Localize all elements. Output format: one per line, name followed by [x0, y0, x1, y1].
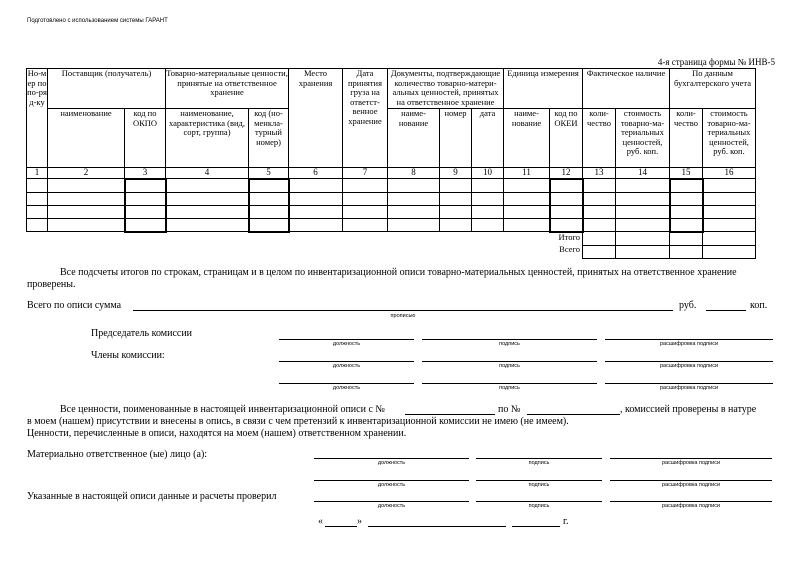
caption-decode: расшифровка подписи — [661, 503, 721, 509]
caption-position: должность — [332, 385, 361, 391]
caption-signature: подпись — [528, 482, 550, 488]
caption-decode: расшифровка подписи — [659, 363, 719, 369]
col-number: 8 — [388, 168, 440, 179]
rub-label: руб. — [679, 300, 697, 311]
caption-signature: подпись — [528, 460, 550, 466]
col-header-goods: Товарно-материальные ценности, принятые на ответственное хранение — [166, 69, 289, 109]
page-label: 4-я страница формы № ИНВ-5 — [657, 57, 775, 67]
inventory-table — [26, 68, 756, 259]
responsible-signature-line[interactable] — [476, 458, 602, 459]
table-row — [27, 179, 756, 193]
col-number: 5 — [249, 168, 289, 179]
to-number-label: по № — [498, 404, 521, 415]
itogo-label: Итого — [558, 231, 580, 242]
table-row — [27, 218, 756, 232]
member1-decode-line[interactable] — [605, 361, 773, 362]
responsible-label: Материально ответственное (ые) лицо (а): — [27, 449, 208, 460]
checker-decode-line[interactable] — [610, 501, 772, 502]
col-header-unit: Единица измерения — [504, 69, 583, 109]
date-open-quote: « — [318, 516, 323, 527]
subheader-cost-book: стоимость товарно-ма-териальных ценностей, руб. коп. — [703, 109, 756, 168]
col-header-place: Место хранения — [289, 69, 343, 168]
kop-label: коп. — [750, 300, 768, 311]
sum-caption: прописью — [390, 313, 416, 319]
table-row — [27, 192, 756, 205]
chairman-decode-line[interactable] — [605, 339, 773, 340]
member2-signature-line[interactable] — [422, 383, 597, 384]
values-checked-text-end: , комиссией проверены в натуре — [620, 404, 757, 415]
col-number: 14 — [616, 168, 670, 179]
col-header-book: По данным бухгалтерского учета — [670, 69, 756, 109]
column-number-row — [27, 168, 756, 179]
date-year-line[interactable] — [512, 526, 560, 527]
checker-position-line[interactable] — [314, 501, 469, 502]
col-number: 1 — [27, 168, 48, 179]
caption-position: должность — [377, 482, 406, 488]
col-number: 11 — [504, 168, 550, 179]
col-header-supplier: Поставщик (получатель) — [48, 69, 166, 109]
responsible2-position-line[interactable] — [314, 480, 469, 481]
caption-position: должность — [377, 503, 406, 509]
checked-totals-paragraph: Все подсчеты итогов по строкам, страницам и в целом по инвентаризационной описи товарно-материальных ценностей, принятых на ответственное хранение проверены. — [27, 267, 737, 290]
caption-signature: подпись — [499, 363, 520, 369]
col-number: 7 — [343, 168, 388, 179]
subheader-code: код (но-менкла-турный номер) — [249, 109, 289, 168]
responsible-decode-line[interactable] — [610, 458, 772, 459]
caption-signature: подпись — [499, 341, 520, 347]
member2-position-line[interactable] — [279, 383, 414, 384]
subheader-cost: стоимость товарно-ма-териальных ценностей, руб. коп. — [616, 109, 670, 168]
caption-signature: подпись — [499, 385, 520, 391]
col-number: 9 — [440, 168, 472, 179]
date-close-quote: » — [357, 516, 362, 527]
subheader-unit-name: наиме-нование — [504, 109, 550, 168]
custody-text: Ценности, перечисленные в описи, находятся на моем (нашем) ответственном хранении. — [27, 428, 407, 439]
table-row — [27, 205, 756, 218]
member1-signature-line[interactable] — [422, 361, 597, 362]
subheader-supplier-name: наименование — [48, 109, 125, 168]
values-checked-text: Все ценности, поименованные в настоящей инвентаризационной описи с № — [60, 404, 385, 415]
checked-by-label: Указанные в настоящей описи данные и расчеты проверил — [27, 491, 277, 502]
subheader-goods-name: наименование, характеристика (вид, сорт, группа) — [166, 109, 249, 168]
presence-text: в моем (нашем) присутствии и внесены в опись, в связи с чем претензий к инвентаризационной комиссии не имею (не имеем). — [27, 416, 569, 427]
caption-position: должность — [332, 363, 361, 369]
caption-decode: расшифровка подписи — [659, 341, 719, 347]
col-number: 15 — [670, 168, 703, 179]
col-number: 13 — [583, 168, 616, 179]
subheader-doc-date: дата — [472, 109, 504, 168]
to-number-line[interactable] — [527, 414, 620, 415]
date-day-line[interactable] — [325, 526, 357, 527]
caption-decode: расшифровка подписи — [661, 460, 721, 466]
col-number: 4 — [166, 168, 249, 179]
caption-position: должность — [377, 460, 406, 466]
year-suffix: г. — [563, 516, 569, 527]
subheader-okei: код по ОКЕИ — [550, 109, 583, 168]
col-number: 6 — [289, 168, 343, 179]
col-header-docs: Документы, подтверждающие количество товарно-матери-альных ценностей, принятых на ответственное хранение — [388, 69, 504, 109]
sum-in-words-line[interactable] — [133, 310, 673, 311]
subheader-qty-book: коли-чество — [670, 109, 703, 168]
col-header-actual: Фактическое наличие — [583, 69, 670, 109]
chairman-signature-line[interactable] — [422, 339, 597, 340]
caption-decode: расшифровка подписи — [661, 482, 721, 488]
caption-position: должность — [332, 341, 361, 347]
chairman-position-line[interactable] — [279, 339, 414, 340]
sum-label: Всего по описи сумма — [27, 300, 122, 311]
responsible2-decode-line[interactable] — [610, 480, 772, 481]
caption-decode: расшифровка подписи — [659, 385, 719, 391]
vsego-label: Всего — [559, 245, 580, 254]
chairman-label: Председатель комиссии — [91, 328, 193, 339]
col-number: 12 — [550, 168, 583, 179]
subheader-doc-name: наиме-нование — [388, 109, 440, 168]
checker-signature-line[interactable] — [476, 501, 602, 502]
members-label: Члены комиссии: — [91, 350, 165, 361]
date-month-line[interactable] — [368, 526, 506, 527]
kop-line[interactable] — [706, 310, 746, 311]
from-number-line[interactable] — [405, 414, 495, 415]
col-number: 3 — [125, 168, 166, 179]
member1-position-line[interactable] — [279, 361, 414, 362]
col-header-num: Но-мер по по-ряд-ку — [27, 69, 48, 168]
subheader-okpo: код по ОКПО — [125, 109, 166, 168]
col-number: 2 — [48, 168, 125, 179]
col-header-date: Дата принятия груза на ответст-венное хранение — [343, 69, 388, 168]
itogo-row — [27, 232, 756, 246]
responsible2-signature-line[interactable] — [476, 480, 602, 481]
vsego-row — [27, 245, 756, 258]
col-number: 16 — [703, 168, 756, 179]
subheader-qty: коли-чество — [583, 109, 616, 168]
responsible-position-line[interactable] — [314, 458, 469, 459]
subheader-doc-num: номер — [440, 109, 472, 168]
member2-decode-line[interactable] — [605, 383, 773, 384]
col-number: 10 — [472, 168, 504, 179]
top-note: Подготовлено с использованием системы ГАРАНТ — [27, 18, 168, 24]
caption-signature: подпись — [528, 503, 550, 509]
